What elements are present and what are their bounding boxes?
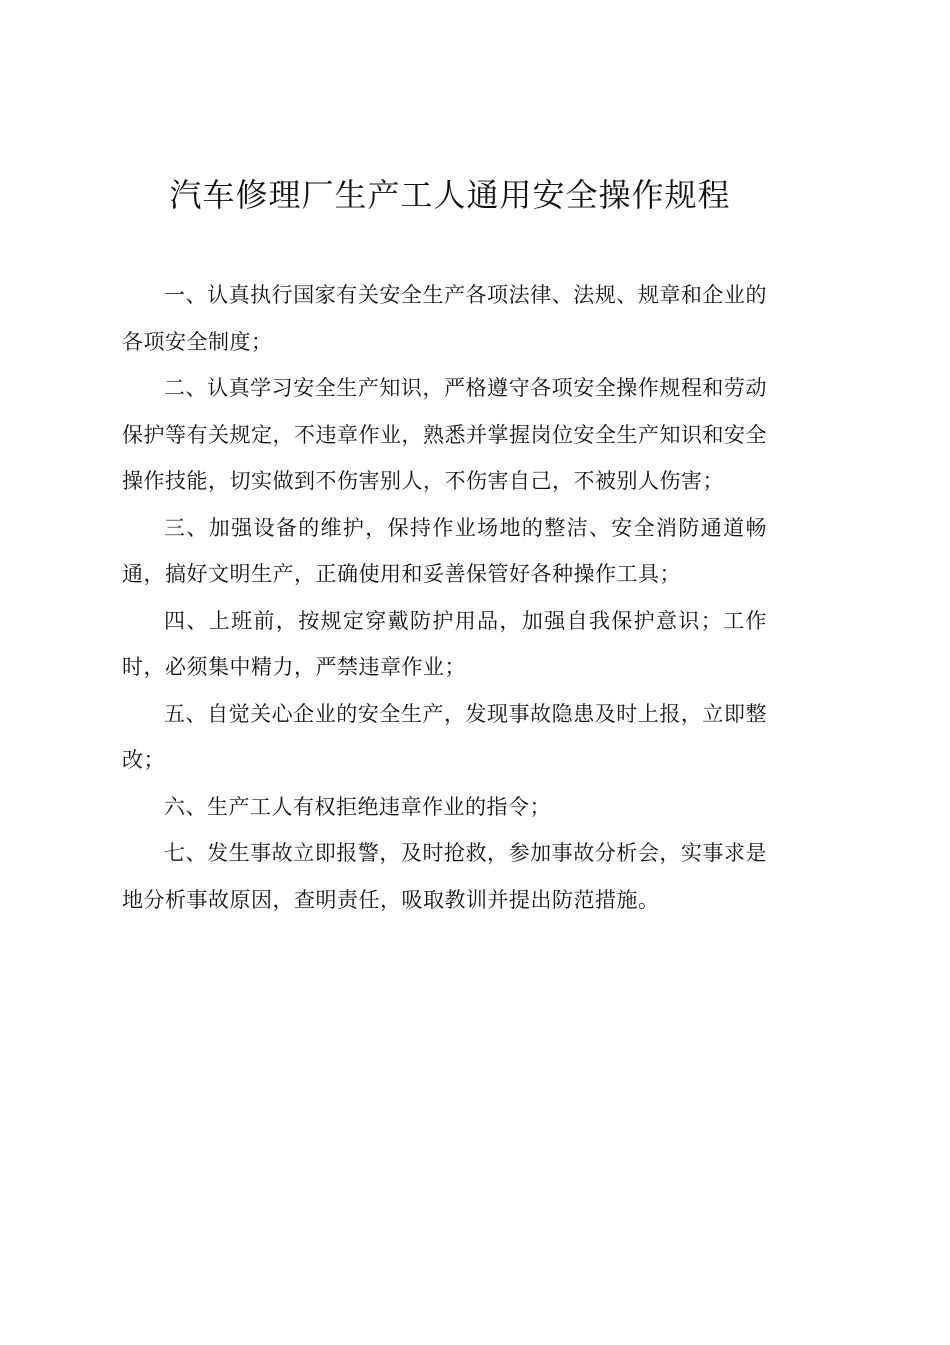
rule-paragraph-5: 五、自觉关心企业的安全生产，发现事故隐患及时上报，立即整改；	[122, 701, 767, 772]
document-body	[122, 272, 767, 923]
rule-paragraph-6: 六、生产工人有权拒绝违章作业的指令；	[164, 794, 551, 819]
rule-paragraph-3: 三、加强设备的维护，保持作业场地的整洁、安全消防通道畅通，搞好文明生产，正确使用和妥善保管好各种操作工具；	[122, 515, 767, 586]
rule-paragraph-4: 四、上班前，按规定穿戴防护用品，加强自我保护意识；工作时，必须集中精力，严禁违章作业；	[122, 608, 767, 679]
document-title: 汽车修理厂生产工人通用安全操作规程	[169, 176, 731, 214]
rule-paragraph-7: 七、发生事故立即报警，及时抢救，参加事故分析会，实事求是地分析事故原因，查明责任，吸取教训并提出防范措施。	[122, 841, 767, 912]
rule-paragraph-2: 二、认真学习安全生产知识，严格遵守各项安全操作规程和劳动保护等有关规定，不违章作业，熟悉并掌握岗位安全生产知识和安全操作技能，切实做到不伤害别人，不伤害自己，不被别人伤害；	[122, 376, 767, 493]
rule-paragraph-1: 一、认真执行国家有关安全生产各项法律、法规、规章和企业的各项安全制度；	[122, 283, 767, 354]
